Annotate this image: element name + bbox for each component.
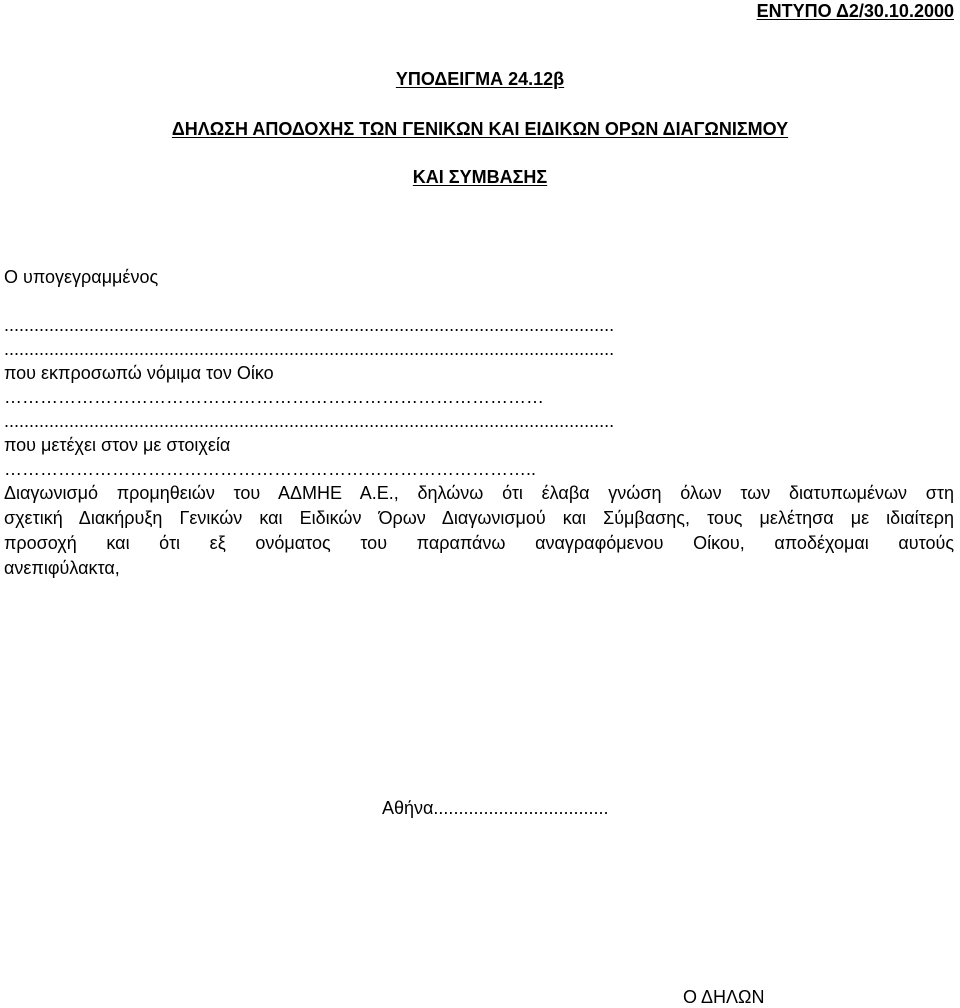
represents-label: που εκπροσωπώ νόμιμα τον Οίκο xyxy=(4,363,274,383)
participates-label: που μετέχει στον με στοιχεία xyxy=(4,435,231,455)
place-date: Αθήνα................................... xyxy=(382,798,609,818)
signatory-label: Ο υπογεγραμμένος xyxy=(4,267,159,287)
paragraph-line: προσοχή και ότι εξ ονόματος του παραπάνω αναγραφόμενου Οίκου, αποδέχομαι αυτούς xyxy=(4,533,954,553)
fill-line: .......................................................................................................................... xyxy=(4,315,615,335)
paragraph-line: σχετική Διακήρυξη Γενικών και Ειδικών Όρων Διαγωνισμού και Σύμβασης, τους μελέτησα με ιδιαίτερη xyxy=(4,508,954,528)
fill-line: .......................................................................................................................... xyxy=(4,411,615,431)
sample-title: ΥΠΟΔΕΙΓΜΑ 24.12β xyxy=(395,69,565,89)
fill-line: …………………………………………………………………………….. xyxy=(4,459,537,479)
document-title-line2: ΚΑΙ ΣΥΜΒΑΣΗΣ xyxy=(412,167,548,187)
fill-line: .......................................................................................................................... xyxy=(4,339,615,359)
fill-line: ……………………………………………………………………………… xyxy=(4,387,544,407)
paragraph-line: Διαγωνισμό προμηθειών του ΑΔΜΗΕ Α.Ε., δηλώνω ότι έλαβα γνώση όλων των διατυπωμένων στη xyxy=(4,483,954,503)
paragraph-line: ανεπιφύλακτα, xyxy=(4,558,120,578)
form-code: ΕΝΤΥΠΟ Δ2/30.10.2000 xyxy=(756,1,954,21)
document-title-line1: ΔΗΛΩΣΗ ΑΠΟΔΟΧΗΣ ΤΩΝ ΓΕΝΙΚΩΝ ΚΑΙ ΕΙΔΙΚΩΝ ΟΡΩΝ ΔΙΑΓΩΝΙΣΜΟΥ xyxy=(171,119,789,139)
declarant-label: Ο ΔΗΛΩΝ xyxy=(683,987,765,1007)
